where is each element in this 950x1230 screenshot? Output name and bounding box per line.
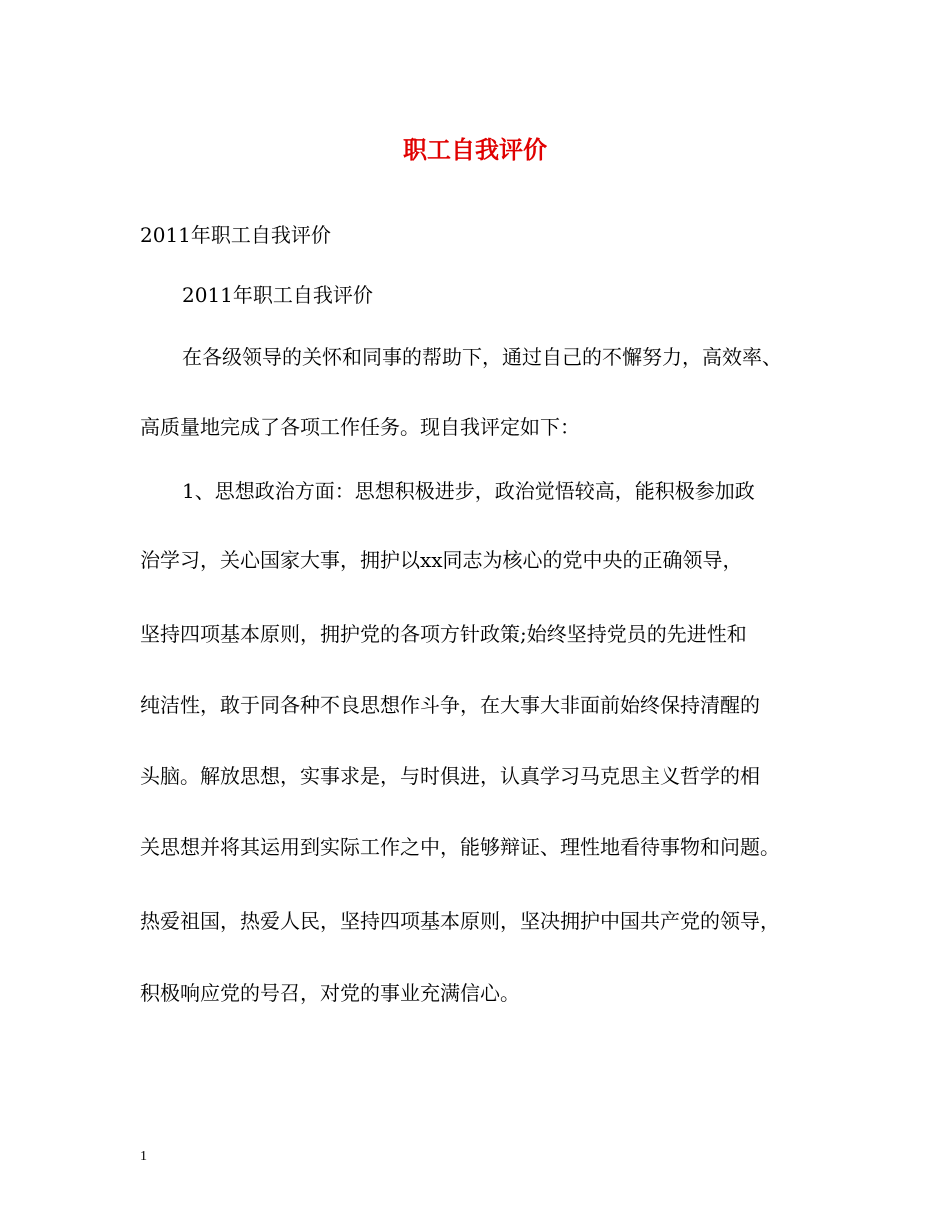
document-title: 职工自我评价 [403,135,547,164]
paragraph-line: 在各级领导的关怀和同事的帮助下，通过自己的不懈努力，高效率、 [182,345,782,369]
paragraph-line: 高质量地完成了各项工作任务。现自我评定如下： [140,415,580,439]
paragraph-line: 1、思想政治方面：思想积极进步，政治觉悟较高，能积极参加政 [182,479,755,503]
paragraph-line: 坚持四项基本原则，拥护党的各项方针政策;始终坚持党员的先进性和 [140,622,747,646]
paragraph-line: 纯洁性，敢于同各种不良思想作斗争，在大事大非面前始终保持清醒的 [140,693,760,717]
page-number: 1 [140,1149,147,1164]
paragraph-line: 关思想并将其运用到实际工作之中，能够辩证、理性地看待事物和问题。 [140,835,780,859]
paragraph-line: 积极响应党的号召，对党的事业充满信心。 [140,981,520,1005]
subheading-line: 2011年职工自我评价 [182,283,373,307]
paragraph-line: 热爱祖国，热爱人民，坚持四项基本原则，坚决拥护中国共产党的领导， [140,909,780,933]
paragraph-line: 头脑。解放思想，实事求是，与时俱进，认真学习马克思主义哲学的相 [140,764,760,788]
heading-line: 2011年职工自我评价 [140,223,331,247]
paragraph-line: 治学习，关心国家大事，拥护以xx同志为核心的党中央的正确领导， [140,548,743,572]
